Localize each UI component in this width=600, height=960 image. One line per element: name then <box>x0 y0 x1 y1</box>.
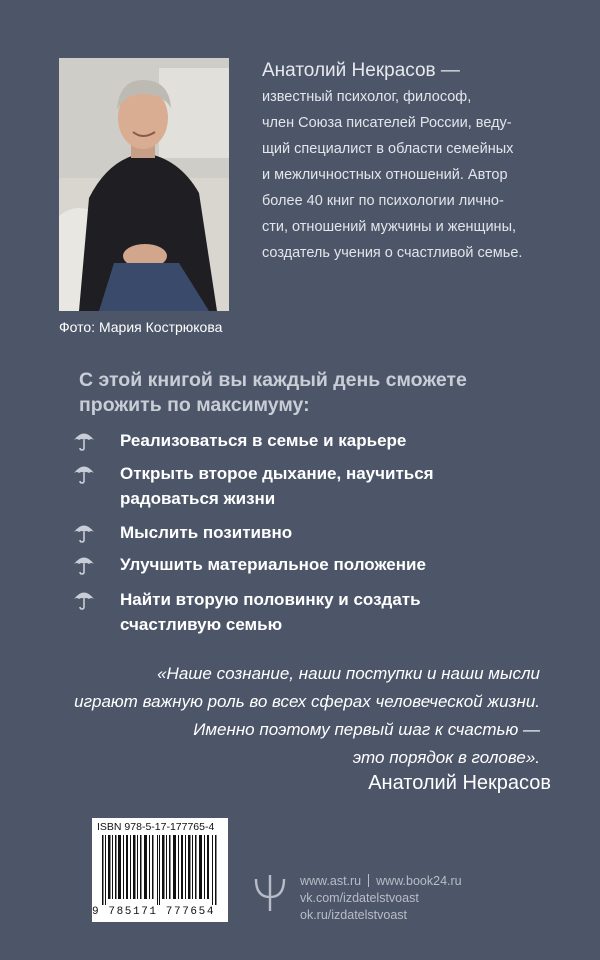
quote <box>60 660 540 772</box>
intro-line: С этой книгой вы каждый день сможете <box>79 369 467 391</box>
divider <box>368 874 369 887</box>
bio-line: сти, отношений мужчины и женщины, <box>262 219 517 235</box>
psi-logo-icon <box>250 873 290 913</box>
barcode-digits: 9 785171 777654 <box>92 906 216 918</box>
benefit-text: радоваться жизни <box>120 489 276 508</box>
author-photo <box>59 58 229 311</box>
link-ast[interactable]: www.ast.ru <box>300 874 362 888</box>
intro-heading <box>79 368 549 418</box>
bio-line: более 40 книг по психологии лично- <box>262 193 504 209</box>
isbn-text: ISBN 978-5-17-177765-4 <box>97 821 215 833</box>
quote-line: «Наше сознание, наши поступки и наши мысли <box>157 664 540 683</box>
umbrella-icon <box>72 553 96 575</box>
barcode-bars <box>96 835 224 905</box>
bio-line: член Союза писателей России, веду- <box>262 115 512 131</box>
photo-credit: Фото: Мария Кострюкова <box>59 319 223 335</box>
benefit-text: Открыть второе дыхание, научиться <box>120 464 434 483</box>
benefit-text: Найти вторую половинку и создать <box>120 590 421 609</box>
bio-author-name: Анатолий Некрасов — <box>262 60 460 81</box>
benefit-text: Улучшить материальное положение <box>120 555 426 574</box>
benefit-text: Реализоваться в семье и карьере <box>120 431 407 450</box>
link-vk[interactable]: vk.com/izdatelstvoast <box>300 891 419 905</box>
link-ok[interactable]: ok.ru/izdatelstvoast <box>300 908 407 922</box>
quote-line: Именно поэтому первый шаг к счастью — <box>193 720 540 739</box>
bio-line: и межличностных отношений. Автор <box>262 167 508 183</box>
bio-line: создатель учения о счастливой семье. <box>262 245 523 261</box>
umbrella-icon <box>72 588 96 610</box>
bio-line: известный психолог, философ, <box>262 89 472 105</box>
intro-line: прожить по максимуму: <box>79 394 310 416</box>
link-book24[interactable]: www.book24.ru <box>376 874 462 888</box>
umbrella-icon <box>72 521 96 543</box>
benefit-text: Мыслить позитивно <box>120 523 293 542</box>
umbrella-icon <box>72 462 96 484</box>
publisher-links <box>300 873 462 924</box>
quote-author: Анатолий Некрасов <box>368 772 551 794</box>
author-bio <box>262 58 562 266</box>
benefit-text: счастливую семью <box>120 615 283 634</box>
quote-line: играют важную роль во всех сферах человеческой жизни. <box>74 692 540 711</box>
umbrella-icon <box>72 429 96 451</box>
bio-line: щий специалист в области семейных <box>262 141 514 157</box>
barcode <box>92 818 228 922</box>
quote-line: это порядок в голове». <box>352 748 540 767</box>
